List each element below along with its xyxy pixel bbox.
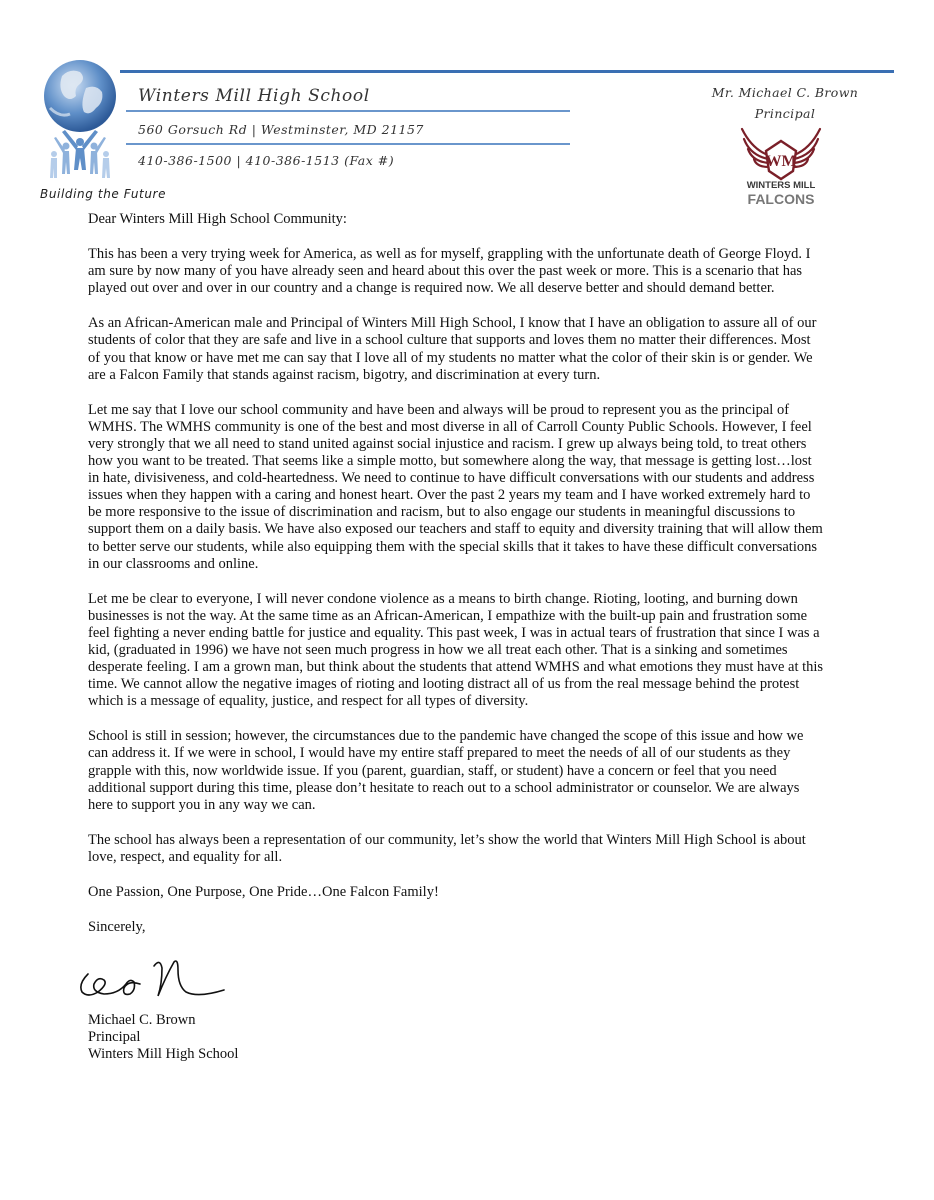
paragraph: The school has always been a representation of our community, let’s show the world that Winters Mill High School is about love, respect, and equality for all. xyxy=(88,831,806,865)
closing: Sincerely, xyxy=(88,919,146,936)
letterhead xyxy=(0,0,934,210)
falcon-wings-logo xyxy=(738,125,824,181)
signer-title: Principal xyxy=(88,1029,141,1046)
principal-name: Mr. Michael C. Brown xyxy=(711,85,859,100)
divider xyxy=(126,143,570,145)
globe-people-logo xyxy=(40,58,120,182)
letter-body xyxy=(88,211,824,1063)
motto: One Passion, One Purpose, One Pride…One Falcon Family! xyxy=(88,884,439,900)
school-address: 560 Gorsuch Rd | Westminster, MD 21157 xyxy=(138,122,424,137)
paragraph: Let me say that I love our school community and have been and always will be proud to represent you as the principal of WMHS. The WMHS community is one of the best and most diverse in all of Carroll County Public Schools. However, I feel very strongly that we all need to stand united against social injustice and racism. I grew up always being told, to treat others how you want to be treated. That seems like a simple motto, but somewhere along the way, that message is getting lost…lost in hate, divisiveness, and cold-heartedness. We need to continue to have difficult conversations with our students and address issues when they happen with a caring and honest heart. Over the past 2 years my team and I have worked extremely hard to be more responsive to the issue of discrimination and racism, but to also engage our students in meaningful discussions to support them on a daily basis. We have also exposed our teachers and staff to equity and diversity training that will allow them to better serve our students, while also equipping them with the special skills that it takes to have these difficult conversations in our classrooms and online. xyxy=(88,401,823,572)
school-phone: 410-386-1500 | 410-386-1513 (Fax #) xyxy=(138,153,395,168)
header-rule xyxy=(120,70,894,73)
logo-mascot: FALCONS xyxy=(747,191,815,207)
principal-title: Principal xyxy=(754,106,816,121)
paragraph: As an African-American male and Principal of Winters Mill High School, I know that I have an obligation to assure all of our students of color that they are safe and live in a school culture that supports and loves them no matter their differences. Most of you that know or have met me can say that I love all of my students no matter what the color of their skin is or gender. We are a Falcon Family that stands against racism, bigotry, and discrimination at every turn. xyxy=(88,315,817,383)
divider xyxy=(126,110,570,112)
signer-organization: Winters Mill High School xyxy=(88,1046,239,1063)
paragraph: School is still in session; however, the circumstances due to the pandemic have changed the scope of this issue and how we can address it. If we were in school, I would have my entire staff prepared to meet the needs of all of our students as they grapple with this, now worldwide issue. If you (parent, guardian, staff, or student) have a concern or feel that you need additional support during this time, please don’t hesitate to reach out to a school administrator or counselor. We are always here to support you in any way we can. xyxy=(88,728,804,813)
greeting: Dear Winters Mill High School Community: xyxy=(88,211,347,227)
paragraph: Let me be clear to everyone, I will never condone violence as a means to birth change. Rioting, looting, and burning down businesses is not the way. At the same time as an African-American, I empathize with the built-up pain and frustration some feel fighting a never ending battle for justice and equality. This past week, I was in actual tears of frustration that since I was a kid, (graduated in 1996) we have not seen much progress in how we all treat each other. That is a sinking and sometimes desperate feeling. I am a grown man, but think about the students that attend WMHS and what emotions they must have at this time. We cannot allow the negative images of rioting and looting distract all of us from the real message behind the protest which is a message of equality, justice, and respect for all types of diversity. xyxy=(88,590,824,710)
signer-name: Michael C. Brown xyxy=(88,1012,196,1029)
paragraph: This has been a very trying week for America, as well as for myself, grappling with the unfortunate death of George Floyd. I am sure by now many of you have already seen and heard about this over the past week or more. This is a scenario that has played out over and over in our country and a change is required now. We all deserve better and should demand better. xyxy=(88,246,811,297)
tagline: Building the Future xyxy=(40,187,167,201)
school-name: Winters Mill High School xyxy=(138,86,370,106)
signature xyxy=(74,954,244,1006)
logo-caption: WINTERS MILL xyxy=(746,180,816,191)
logo-monogram: WM xyxy=(765,153,797,170)
